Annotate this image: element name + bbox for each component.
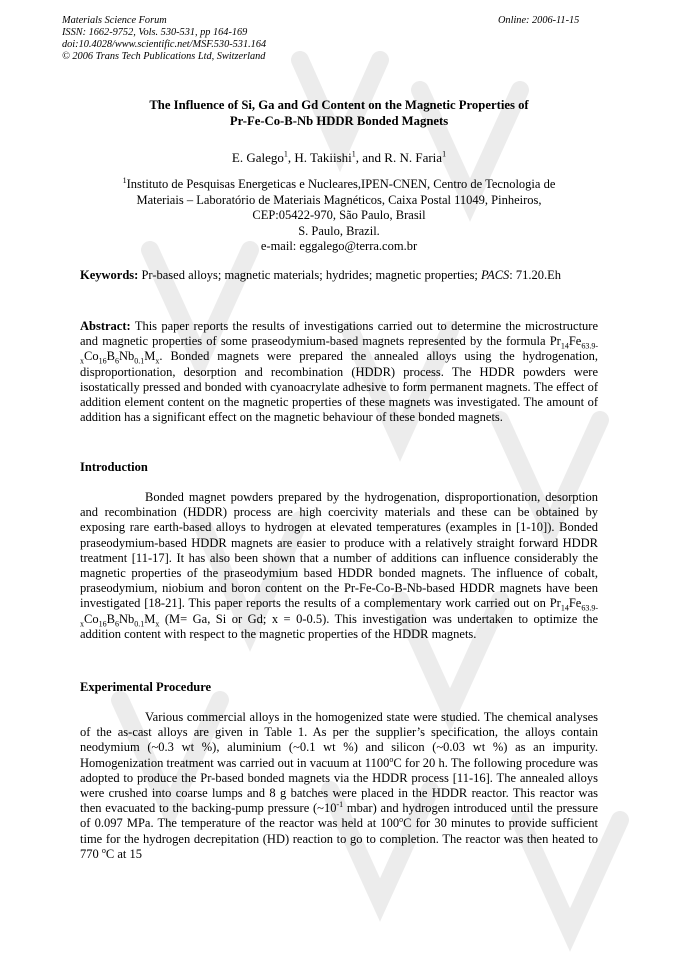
author-3: , and R. N. Faria (355, 150, 443, 165)
abstract-sub: 14 (560, 341, 569, 351)
doi-line: doi:10.4028/www.scientific.net/MSF.530-531.164 (62, 39, 267, 50)
degree-mark: o (101, 845, 106, 855)
author-1: E. Galego (231, 150, 284, 165)
copyright-line: © 2006 Trans Tech Publications Ltd, Switzerland (62, 51, 266, 62)
abstract-text: Fe (568, 334, 582, 349)
intro-sub: 14 (560, 603, 569, 613)
intro-text: Fe (568, 596, 582, 611)
experimental-text: Various commercial alloys in the homogenized state were studied. The chemical analyses of the as-cast alloys are given in Table 1. As per the supplier’s specification, the alloys contain neodymium (~0.3 wt %), aluminium (~0.1 wt %) and silicon (~0.03 wt %) as an impurity. Homogenization treatment was carried out in vacuum at 1100 (80, 710, 598, 770)
intro-paragraph (80, 490, 598, 642)
intro-sub: 6 (114, 619, 119, 629)
intro-text: B (106, 611, 115, 626)
intro-heading: Introduction (80, 460, 148, 474)
intro-text: M (144, 611, 156, 626)
abstract-text: Co (84, 349, 99, 364)
experimental-heading: Experimental Procedure (80, 680, 212, 694)
affiliation-line-2: Materiais – Laboratório de Materiais Magnéticos, Caixa Postal 11049, Pinheiros, (136, 192, 542, 207)
intro-text: Nb (118, 611, 135, 626)
degree-mark: o (399, 815, 404, 825)
abstract-sub: 63.9-x (80, 341, 598, 366)
author-1-affil-mark: 1 (283, 149, 288, 159)
experimental-paragraph (80, 710, 598, 862)
abstract-text: B (106, 349, 115, 364)
abstract-paragraph (80, 319, 598, 425)
pacs-label: PACS (481, 268, 510, 282)
intro-text: (M= Ga, Si or Gd; x = 0-0.5). This investigation was undertaken to optimize the addition content with respect to the magnetic properties of the HDDR magnets. (80, 611, 598, 641)
abstract-sub: 16 (98, 356, 107, 366)
online-date: Online: 2006-11-15 (498, 15, 580, 26)
affiliation-text-1: Instituto de Pesquisas Energeticas e Nucleares,IPEN-CNEN, Centro de Tecnologia de (126, 177, 556, 191)
affiliation-mark: 1 (122, 175, 127, 185)
title-line-2: Pr-Fe-Co-B-Nb HDDR Bonded Magnets (229, 114, 449, 128)
degree-mark: o (389, 754, 394, 764)
email-line: e-mail: eggalego@terra.com.br (260, 239, 418, 253)
intro-text: Co (84, 611, 99, 626)
journal-name: Materials Science Forum (62, 15, 167, 26)
affiliation-line-1 (80, 177, 598, 193)
abstract-text: M (144, 349, 156, 364)
experimental-text: mbar) and hydrogen introduced until the pressure of 0.097 MPa. The temperature of the reactor was held at 100 (80, 801, 598, 831)
abstract-text: This paper reports the results of investigations carried out to determine the microstructure and magnetic properties of some praseodymium-based magnets represented by the formula Pr (80, 319, 598, 349)
author-list (80, 150, 598, 166)
author-2-affil-mark: 1 (351, 149, 356, 159)
abstract-sub: 0.1 (134, 356, 145, 366)
affiliation (80, 177, 598, 255)
intro-sub: x (155, 619, 160, 629)
author-2: , H. Takiishi (287, 150, 352, 165)
affiliation-line-4: S. Paulo, Brazil. (298, 223, 380, 238)
paper-title (80, 97, 598, 129)
experimental-text: C at 15 (105, 846, 142, 861)
abstract-text: . Bonded magnets were prepared the annealed alloys using the hydrogenation, disproportionation, desorption and recombination (HDDR) process. The HDDR powders were isostatically pressed and bonded with cyanoacrylate adhesive to form permanent magnets. The effect of addition element content on the magnetic properties of these magnets was investigated. The amount of addition has a significant effect on the magnetic behaviour of these bonded magnets. (80, 349, 598, 425)
keywords-text: Pr-based alloys; magnetic materials; hydrides; magnetic properties; (138, 268, 482, 282)
exponent-mark: -1 (336, 800, 344, 810)
abstract-sub: x (155, 356, 160, 366)
title-line-1: The Influence of Si, Ga and Gd Content on the Magnetic Properties of (149, 98, 529, 112)
journal-header (62, 15, 266, 63)
pacs-value: : 71.20.Eh (509, 268, 562, 282)
affiliation-line-3: CEP:05422-970, São Paulo, Brasil (252, 208, 426, 222)
intro-sub: 0.1 (134, 619, 145, 629)
abstract-label: Abstract: (80, 319, 131, 333)
experimental-text: C for 30 minutes to provide sufficient time for the hydrogen decrepitation (HD) reaction to go to completion. The reactor was then heated to 770 (80, 816, 598, 861)
intro-text: Bonded magnet powders prepared by the hydrogenation, disproportionation, desorption and recombination (HDDR) process are high coercivity materials and these can be obtained by exposing rare earth-based alloys to hydrogen at elevated temperatures (examples in [1-10]). Bonded praseodymium-based HDDR magnets are easier to produce with a relatively straight forward HDDR treatment [11-17]. It has also been shown that a number of additions can influence considerably the magnetic properties of the praseodymium based HDDR bonded magnets. The influence of cobalt, praseodymium, niobium and boron content on the Pr-Fe-Co-B-Nb-based HDDR magnets have been investigated [18-21]. This paper reports the results of a complementary work carried out on Pr (80, 490, 598, 611)
keywords-paragraph (80, 268, 598, 283)
abstract-text: Nb (118, 349, 135, 364)
abstract-sub: 6 (114, 356, 119, 366)
issn-line: ISSN: 1662-9752, Vols. 530-531, pp 164-169 (62, 27, 248, 38)
author-3-affil-mark: 1 (442, 149, 447, 159)
intro-sub: 16 (98, 619, 107, 629)
experimental-text: C for 20 h. The following procedure was adopted to produce the Pr-based bonded magnets via the HDDR process [11-16]. The annealed alloys were crushed into coarse lumps and 8 g batches were placed in the HDDR reactor. This reactor was then evacuated to the backing-pump pressure (~10 (80, 755, 598, 816)
intro-sub: 63.9-x (80, 603, 598, 629)
keywords-label: Keywords: (80, 268, 139, 282)
